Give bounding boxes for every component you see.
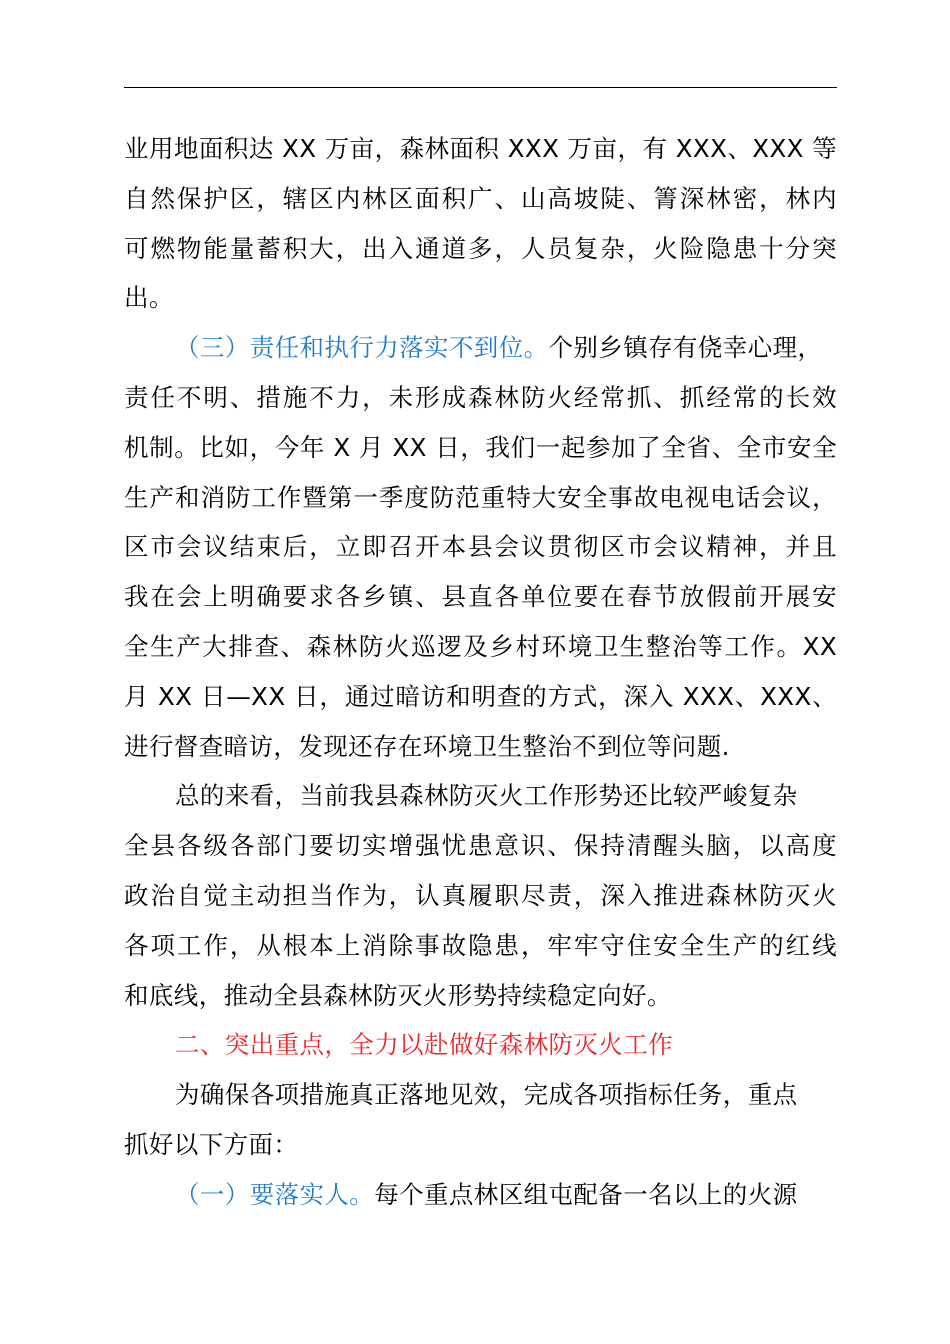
subheading-three: （三）责任和执行力落实不到位。: [175, 333, 549, 363]
text-line: 责任不明、措施不力，未形成森林防火经常抓、抓经常的长效: [124, 382, 837, 412]
section-heading: [124, 1020, 837, 1070]
text-line: 出。: [124, 283, 174, 313]
paragraph: [124, 1070, 837, 1170]
text-line: 政治自觉主动担当作为，认真履职尽责，深入推进森林防灭火: [124, 880, 837, 910]
text-line: 机制。比如，今年 X 月 XX 日，我们一起参加了全省、全市安全: [124, 432, 837, 462]
text-line: 进行督查暗访，发现还存在环境卫生整治不到位等问题.: [124, 731, 730, 761]
text-run: 每个重点林区组屯配备一名以上的火源: [374, 1179, 798, 1209]
text-line: 区市会议结束后，立即召开本县会议贯彻区市会议精神，并且: [124, 532, 837, 562]
text-line: [124, 323, 837, 373]
text-line: 为确保各项措施真正落地见效，完成各项指标任务，重点: [175, 1080, 798, 1110]
section-two-heading: 二、突出重点，全力以赴做好森林防灭火工作: [175, 1030, 673, 1060]
text-line: 总的来看，当前我县森林防灭火工作形势还比较严峻复杂: [175, 781, 798, 811]
paragraph: [124, 124, 837, 323]
text-line: 可燃物能量蓄积大，出入通道多，人员复杂，火险隐患十分突: [124, 233, 837, 263]
text-line: 业用地面积达 XX 万亩，森林面积 XXX 万亩，有 XXX、XXX 等: [124, 134, 837, 163]
text-line: 各项工作，从根本上消除事故隐患，牢牢守住安全生产的红线: [124, 930, 837, 960]
text-line: [124, 1170, 837, 1220]
subheading-one: （一）要落实人。: [175, 1179, 375, 1209]
text-line: 全县各级各部门要切实增强忧患意识、保持清醒头脑，以高度: [124, 831, 837, 861]
document-body: [124, 124, 837, 1220]
text-line: 全生产大排查、森林防火巡逻及乡村环境卫生整治等工作。XX: [124, 631, 837, 661]
text-line: 和底线，推动全县森林防灭火形势持续稳定向好。: [124, 980, 672, 1010]
text-line: 我在会上明确要求各乡镇、县直各单位要在春节放假前开展安: [124, 582, 837, 612]
paragraph: [124, 771, 837, 1020]
text-line: 抓好以下方面：: [124, 1129, 299, 1159]
text-line: 生产和消防工作暨第一季度防范重特大安全事故电视电话会议，: [124, 482, 837, 512]
text-run: 个别乡镇存有侥幸心理，: [548, 333, 823, 363]
text-line: 自然保护区，辖区内林区面积广、山高坡陡、箐深林密，林内: [124, 183, 837, 213]
text-line: 月 XX 日—XX 日，通过暗访和明查的方式，深入 XXX、XXX、: [124, 681, 837, 711]
paragraph: [124, 323, 837, 771]
header-rule: [124, 87, 837, 88]
paragraph: [124, 1170, 837, 1220]
